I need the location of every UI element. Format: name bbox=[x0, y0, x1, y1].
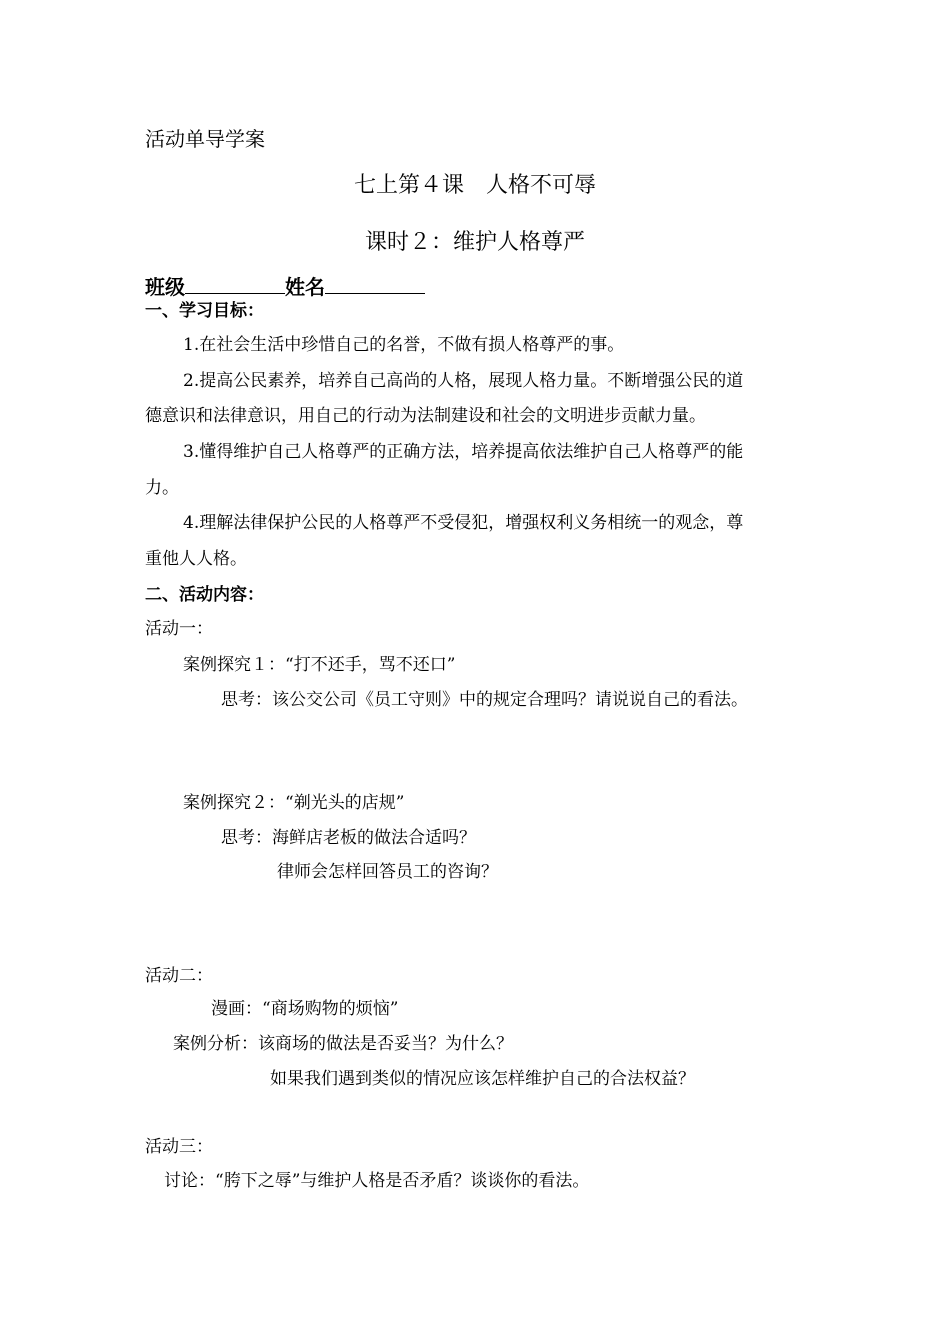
activity-2-label: 活动二： bbox=[145, 966, 213, 986]
case-study-2: 案例探究２：“剃光头的店规” bbox=[183, 793, 405, 813]
objective-2-line-1: 2.提高公民素养，培养自己高尚的人格，展现人格力量。不断增强公民的道 bbox=[183, 371, 744, 391]
case-study-2-question-1: 思考：海鲜店老板的做法合适吗？ bbox=[221, 828, 476, 848]
activities-heading: 二、活动内容： bbox=[145, 585, 264, 605]
objective-4-line-1: 4.理解法律保护公民的人格尊严不受侵犯，增强权利义务相统一的观念，尊 bbox=[183, 513, 744, 533]
lesson-title: 七上第４课 人格不可辱 bbox=[353, 173, 596, 198]
case-study-1-question: 思考：该公交公司《员工守则》中的规定合理吗？请说说自己的看法。 bbox=[221, 690, 748, 710]
case-study-1: 案例探究１：“打不还手，骂不还口” bbox=[183, 655, 456, 675]
objective-3-line-1: 3.懂得维护自己人格尊严的正确方法，培养提高依法维护自己人格尊严的能 bbox=[183, 442, 744, 462]
case-analysis-question-1: 案例分析：该商场的做法是否妥当？为什么？ bbox=[173, 1034, 513, 1054]
activity-1-label: 活动一： bbox=[145, 619, 213, 639]
comic-title: 漫画：“商场购物的烦恼” bbox=[211, 999, 399, 1019]
class-blank[interactable] bbox=[185, 273, 285, 294]
class-name-row bbox=[145, 273, 425, 300]
discussion-question: 讨论：“胯下之辱”与维护人格是否矛盾？谈谈你的看法。 bbox=[164, 1171, 590, 1191]
case-study-2-question-2: 律师会怎样回答员工的咨询？ bbox=[277, 862, 498, 882]
document-type: 活动单导学案 bbox=[145, 127, 265, 151]
objective-3-line-2: 力。 bbox=[145, 478, 179, 498]
objective-1: 1.在社会生活中珍惜自己的名誉，不做有损人格尊严的事。 bbox=[183, 335, 625, 355]
name-blank[interactable] bbox=[325, 273, 425, 294]
objectives-heading: 一、学习目标： bbox=[145, 301, 264, 321]
class-label: 班级 bbox=[145, 275, 185, 299]
case-analysis-question-2: 如果我们遇到类似的情况应该怎样维护自己的合法权益？ bbox=[270, 1069, 695, 1089]
objective-2-line-2: 德意识和法律意识，用自己的行动为法制建设和社会的文明进步贡献力量。 bbox=[145, 406, 706, 426]
objective-4-line-2: 重他人人格。 bbox=[145, 549, 247, 569]
period-title: 课时２：维护人格尊严 bbox=[364, 230, 585, 255]
name-label: 姓名 bbox=[285, 275, 325, 299]
activity-3-label: 活动三： bbox=[145, 1137, 213, 1157]
